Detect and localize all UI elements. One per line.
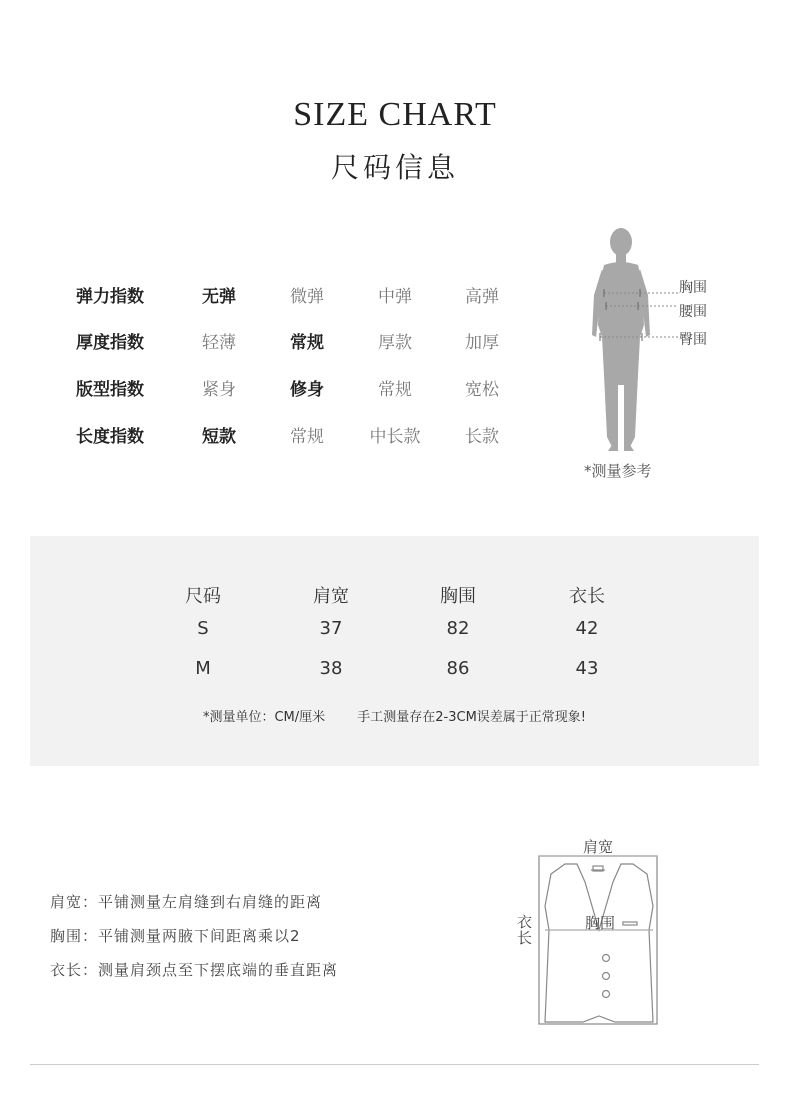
table-cell: 43 — [575, 658, 599, 679]
attr-option: 中长款 — [369, 427, 421, 447]
table-header-cell: 尺码 — [185, 586, 221, 607]
table-cell: M — [195, 658, 211, 679]
unit-note: *测量单位：CM/厘米 — [202, 710, 326, 725]
guide-shoulder: 肩宽：平铺测量左肩缝到右肩缝的距离 — [50, 893, 323, 911]
attr-row-fit — [76, 375, 536, 399]
vest-diagram — [515, 830, 675, 1030]
table-cell: 37 — [319, 618, 343, 639]
table-cell: 42 — [575, 618, 599, 639]
attr-option: 轻薄 — [202, 333, 236, 353]
table-cell: 38 — [319, 658, 343, 679]
attr-option: 高弹 — [465, 287, 499, 307]
body-silhouette-icon — [580, 225, 730, 465]
attr-option: 紧身 — [202, 380, 236, 400]
attr-row-thickness — [76, 328, 536, 352]
attr-option: 常规 — [290, 333, 324, 353]
vest-length-label: 衣长 — [517, 913, 533, 947]
body-figure — [580, 225, 730, 485]
attr-option: 加厚 — [465, 333, 499, 353]
attr-row-length — [76, 422, 536, 446]
table-cell: 82 — [446, 618, 470, 639]
title-cn: 尺码信息 — [330, 151, 459, 184]
attr-option: 宽松 — [465, 380, 499, 400]
title-en: SIZE CHART — [293, 96, 497, 133]
attr-label: 弹力指数 — [76, 287, 144, 307]
table-cell: S — [197, 618, 209, 639]
table-header-cell: 胸围 — [440, 586, 476, 607]
size-table-panel — [30, 536, 759, 766]
attr-row-elasticity — [76, 282, 536, 306]
chest-label: 胸围 — [679, 280, 707, 296]
attr-option: 常规 — [378, 380, 412, 400]
vest-shoulder-label: 肩宽 — [583, 838, 614, 856]
attr-label: 版型指数 — [76, 380, 144, 400]
guide-length: 衣长：测量肩颈点至下摆底端的垂直距离 — [50, 961, 339, 979]
attr-option: 无弹 — [202, 287, 236, 307]
figure-caption: *测量参考 — [584, 462, 652, 480]
attr-option: 微弹 — [290, 287, 324, 307]
measurement-note — [30, 706, 759, 725]
attr-option: 修身 — [290, 380, 324, 400]
attr-option: 中弹 — [378, 287, 412, 307]
attr-label: 长度指数 — [76, 427, 144, 447]
attr-option: 常规 — [290, 427, 324, 447]
table-header-cell: 衣长 — [569, 586, 605, 607]
footer-divider — [30, 1064, 759, 1065]
waist-label: 腰围 — [679, 304, 707, 320]
vest-chest-label: 胸围 — [585, 914, 616, 932]
attr-label: 厚度指数 — [76, 333, 144, 353]
hip-label: 臀围 — [679, 332, 707, 348]
attr-option: 短款 — [202, 427, 236, 447]
error-note: 手工测量存在2-3CM误差属于正常现象! — [357, 710, 587, 725]
attr-option: 厚款 — [378, 333, 412, 353]
table-cell: 86 — [446, 658, 470, 679]
guide-chest: 胸围：平铺测量两腋下间距离乘以2 — [50, 927, 301, 945]
attr-option: 长款 — [465, 427, 499, 447]
table-header-cell: 肩宽 — [313, 586, 349, 607]
